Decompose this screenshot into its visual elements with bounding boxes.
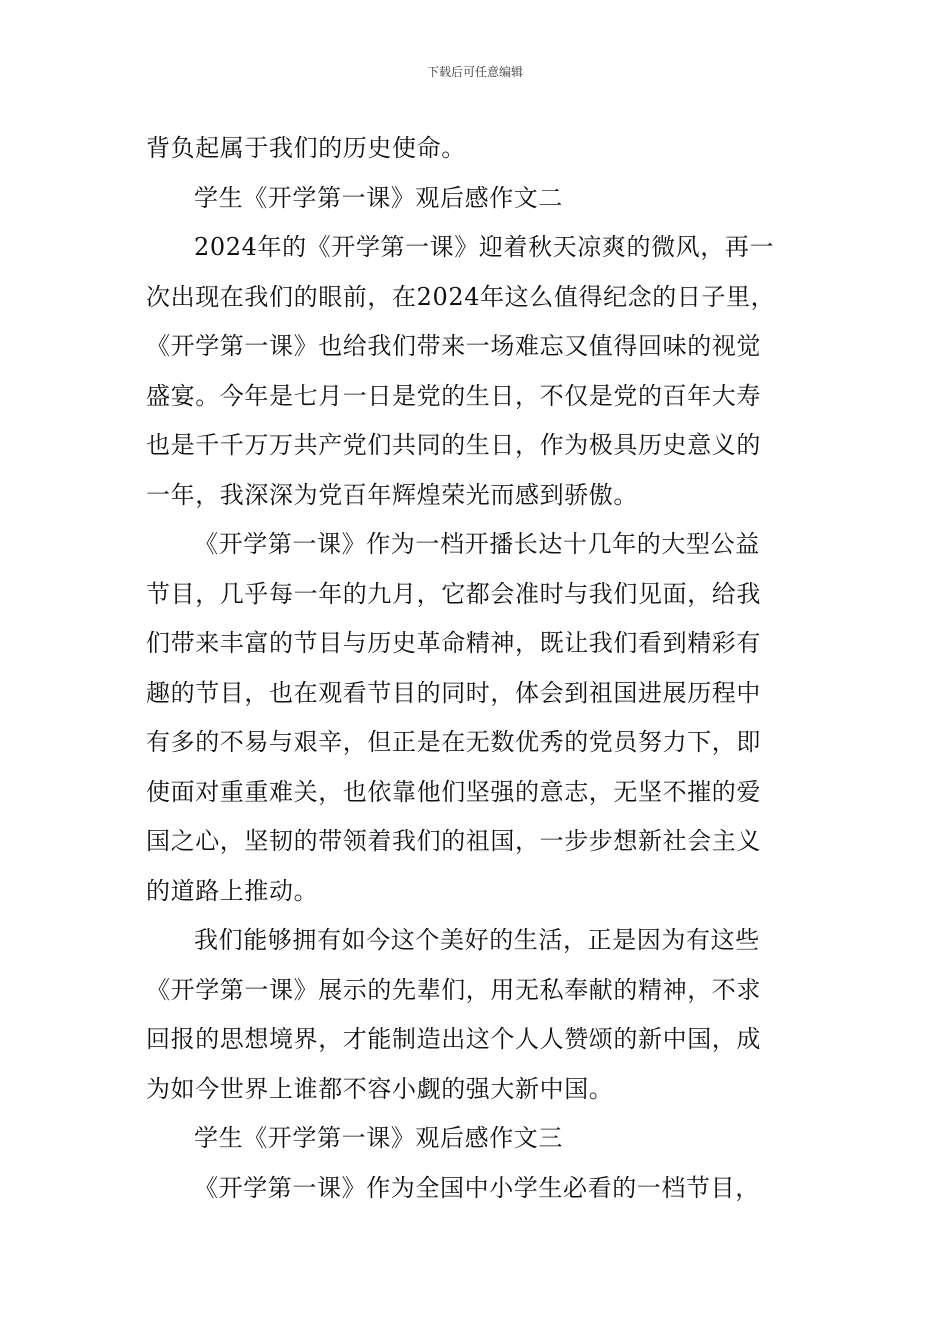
- text-line: 国之心，坚韧的带领着我们的祖国，一步步想新社会主义: [146, 827, 761, 855]
- text-line: 次出现在我们的眼前，在2024年这么值得纪念的日子里，: [146, 282, 776, 311]
- text-line: 们带来丰富的节目与历史革命精神，既让我们看到精彩有: [146, 629, 761, 657]
- text-line: 有多的不易与艰辛，但正是在无数优秀的党员努力下，即: [146, 728, 761, 756]
- text-line: 背负起属于我们的历史使命。: [146, 134, 466, 162]
- text-line: 2024年的《开学第一课》迎着秋天凉爽的微风，再一: [194, 233, 775, 261]
- document-body: [146, 124, 810, 1213]
- text-line: 《开学第一课》作为全国中小学生必看的一档节目，: [194, 1173, 760, 1202]
- text-line: 《开学第一课》展示的先辈们，用无私奉献的精神，不求: [146, 975, 761, 1004]
- text-line: 趣的节目，也在观看节目的同时，体会到祖国进展历程中: [146, 678, 761, 707]
- text-line: 一年，我深深为党百年辉煌荣光而感到骄傲。: [146, 480, 638, 509]
- text-line: 节目，几乎每一年的九月，它都会准时与我们见面，给我: [146, 579, 761, 608]
- text-line: 的道路上推动。: [146, 876, 319, 905]
- text-line: 也是千千万万共产党们共同的生日，作为极具历史意义的: [146, 431, 761, 459]
- section-heading: 学生《开学第一课》观后感作文三: [194, 1124, 563, 1152]
- text-line: 为如今世界上谁都不容小觑的强大新中国。: [146, 1074, 614, 1103]
- text-line: 《开学第一课》也给我们带来一场难忘又值得回味的视觉: [146, 332, 761, 360]
- text-line: 盛宴。今年是七月一日是党的生日，不仅是党的百年大寿: [146, 381, 761, 410]
- text-line: 我们能够拥有如今这个美好的生活，正是因为有这些: [194, 926, 760, 954]
- section-heading: 学生《开学第一课》观后感作文二: [194, 183, 563, 212]
- page-header: 下载后可任意编辑: [426, 65, 523, 79]
- text-line: 回报的思想境界，才能制造出这个人人赞颂的新中国，成: [146, 1025, 761, 1053]
- text-line: 《开学第一课》作为一档开播长达十几年的大型公益: [194, 530, 760, 558]
- text-line: 使面对重重难关，也依靠他们坚强的意志，无坚不摧的爱: [146, 777, 761, 806]
